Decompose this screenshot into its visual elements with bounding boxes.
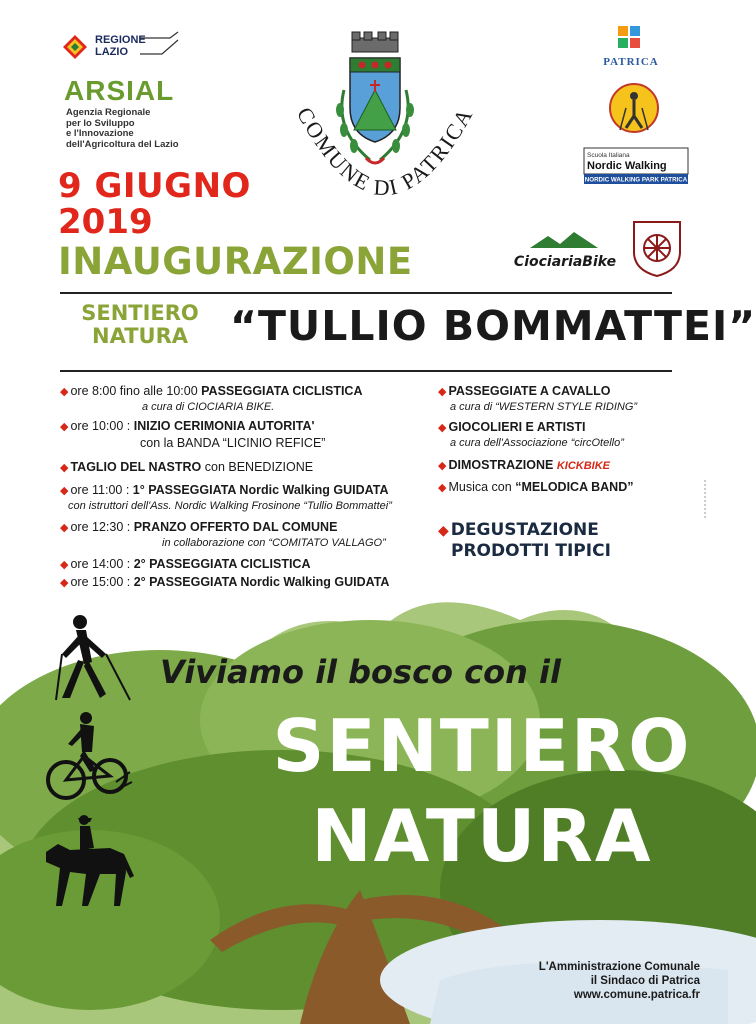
arsial-desc-line: per lo Sviluppo [66, 117, 135, 129]
bullet-diamond-icon: ◆ [438, 482, 447, 494]
program-item [60, 520, 337, 536]
nordic-walking-badge-icon [608, 80, 660, 138]
bullet-diamond-icon: ◆ [438, 386, 447, 398]
cyclist-silhouette-icon [40, 712, 134, 804]
program-event: PRANZO OFFERTO DAL COMUNE [133, 520, 338, 534]
sentiero-natura-label [60, 302, 220, 348]
sentiero-label-line: NATURA [92, 324, 188, 348]
arsial-desc-line: e l'Innovazione [66, 128, 134, 139]
slogan-text: Viviamo il bosco con il [160, 653, 561, 691]
program-event: 2° PASSEGGIATA Nordic Walking GUIDATA [133, 575, 390, 589]
bullet-diamond-icon: ◆ [438, 422, 447, 434]
program-sub: a cura di “WESTERN STYLE RIDING” [450, 401, 638, 413]
event-date: 9 GIUGNO [58, 166, 251, 206]
program-item [438, 384, 611, 400]
big-title-line: SENTIERO [272, 704, 692, 788]
bullet-diamond-icon: ◆ [60, 485, 69, 497]
program-rest: con BENEDIZIONE [204, 460, 314, 474]
bullet-diamond-icon: ◆ [60, 386, 69, 398]
footer-line: il Sindaco di Patrica [590, 975, 700, 987]
divider [60, 292, 672, 294]
program-time: ore 14:00 : [70, 557, 131, 571]
footer-website-link[interactable]: www.comune.patrica.fr [573, 989, 700, 1001]
nordic-park-text: NORDIC WALKING PARK PATRICA [584, 176, 688, 184]
program-item [438, 480, 633, 496]
program-time: ore 15:00 : [70, 575, 131, 589]
program-item [60, 384, 363, 400]
tasting-line: DEGUSTAZIONE [450, 520, 599, 540]
nordic-walker-silhouette-icon [40, 614, 134, 704]
comune-arc-text: COMUNE DI PATRICA [291, 102, 479, 201]
patrica-logo-label: PATRICA [603, 56, 659, 68]
program-event: PASSEGGIATA CICLISTICA [201, 384, 363, 398]
arsial-desc-line: dell'Agricoltura del Lazio [66, 138, 179, 150]
bullet-diamond-icon: ◆ [60, 522, 69, 534]
ciociaria-bike-text: CiociariaBike [513, 254, 617, 270]
bullet-diamond-icon: ◆ [60, 462, 69, 474]
nordic-school-text: Scuola Italiana [587, 152, 630, 159]
program-rest: “MELODICA BAND” [515, 480, 634, 494]
program-event: DIMOSTRAZIONE [448, 458, 554, 472]
bullet-diamond-icon: ◆ [438, 460, 447, 472]
program-event: GIOCOLIERI E ARTISTI [448, 420, 586, 434]
program-item [60, 460, 313, 476]
program-time: ore 8:00 fino alle 10:00 [70, 384, 198, 398]
regione-lazio-lines-icon [140, 32, 180, 62]
program-sub: a cura di CIOCIARIA BIKE. [142, 401, 275, 413]
bullet-diamond-icon: ◆ [60, 577, 69, 589]
program-event: PASSEGGIATE A CAVALLO [448, 384, 611, 398]
event-year: 2019 [58, 202, 153, 242]
vertical-credit-mark-icon [700, 480, 710, 520]
arsial-desc-line: Agenzia Regionale [66, 107, 151, 118]
nordic-walking-text: Nordic Walking [587, 160, 667, 172]
program-item [438, 420, 586, 436]
program-item [60, 419, 314, 435]
program-event: TAGLIO DEL NASTRO [70, 460, 202, 474]
footer-line: L'Amministrazione Comunale [538, 961, 700, 973]
divider [60, 370, 672, 372]
sentiero-label-line: SENTIERO [81, 301, 199, 325]
comune-di-patrica-wordmark [280, 80, 490, 220]
bullet-diamond-icon: ◆ [60, 421, 69, 433]
program-sub: in collaborazione con “COMITATO VALLAGO” [162, 537, 386, 549]
program-sub: a cura dell'Associazione “circOtello” [450, 437, 624, 449]
horse-rider-silhouette-icon [40, 812, 136, 908]
arsial-description [66, 108, 186, 150]
bullet-diamond-icon: ◆ [60, 559, 69, 571]
ciociaria-bike-logo [513, 228, 617, 274]
program-time: ore 10:00 : [70, 419, 131, 433]
kickbike-logo: KICKBIKE [556, 460, 610, 472]
tasting-item [438, 520, 599, 541]
program-event: 1° PASSEGGIATA Nordic Walking GUIDATA [132, 483, 389, 497]
regione-lazio-label: REGIONE LAZIO [95, 34, 146, 58]
event-title: INAUGURAZIONE [58, 240, 413, 283]
program-sub: con la BANDA “LICINIO REFICE” [140, 436, 326, 450]
program-time: ore 11:00 : [70, 483, 130, 497]
program-sub: con istruttori dell'Ass. Nordic Walking Frosinone “Tullio Bommattei” [68, 500, 392, 512]
regione-lazio-emblem-icon [62, 34, 88, 60]
svg-text:COMUNE DI PATRICA [292, 103, 478, 201]
bullet-diamond-icon: ◆ [438, 523, 449, 539]
tasting-line: PRODOTTI TIPICI [451, 541, 611, 561]
arsial-logo: ARSIAL [64, 75, 175, 106]
trail-name: “TULLIO BOMMATTEI” [230, 302, 756, 350]
program-event: 2° PASSEGGIATA CICLISTICA [133, 557, 311, 571]
program-item [60, 483, 389, 499]
program-time: ore 12:30 : [70, 520, 131, 534]
program-event: Musica con [448, 480, 512, 494]
western-riding-shield-icon [630, 218, 684, 278]
patrica-logo-icon [612, 24, 648, 52]
program-event: INIZIO CERIMONIA AUTORITA' [133, 419, 315, 433]
program-item [438, 458, 610, 474]
nordic-walking-park-logo [584, 148, 688, 184]
big-title-line: NATURA [311, 794, 653, 878]
